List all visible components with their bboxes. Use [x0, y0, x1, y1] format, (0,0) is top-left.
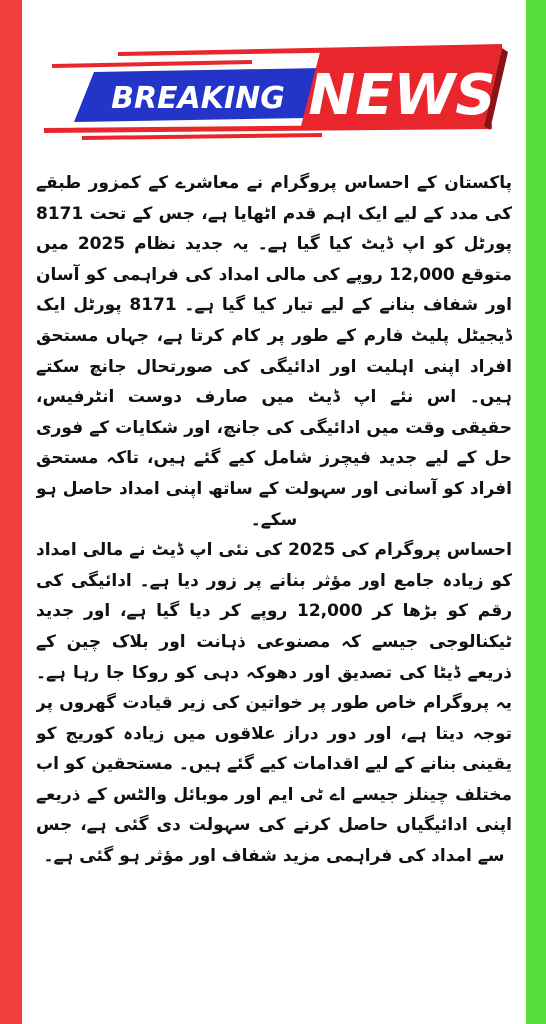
article-card [22, 0, 526, 1024]
breaking-text: BREAKING [111, 81, 285, 116]
left-accent-bar [0, 0, 22, 1024]
news-text: NEWS [308, 63, 496, 128]
right-accent-bar [526, 0, 546, 1024]
speed-line-top-left [52, 60, 252, 68]
speed-line-bottom-2 [82, 133, 322, 140]
breaking-news-banner [22, 0, 526, 150]
article-body [36, 168, 512, 1018]
article-paragraph-1: پاکستان کے احساس پروگرام نے معاشرے کے کمزور طبقے کی مدد کے لیے ایک اہم قدم اٹھایا ہے، جس کے تحت 8171 پورٹل کو اپ ڈیٹ کیا گیا ہے۔ یہ جدید نظام 2025 میں متوقع 12,000 روپے کی مالی امداد کی فراہمی کو آسان اور شفاف بنانے کے لیے تیار کیا گیا ہے۔ 8171 پورٹل ایک ڈیجیٹل پلیٹ فارم کے طور پر کام کرتا ہے، جہاں مستحق افراد اپنی اہلیت اور ادائیگی کی صورتحال جانچ سکتے ہیں۔ اس نئے اپ ڈیٹ میں صارف دوست انٹرفیس، حقیقی وقت میں ادائیگی کی جانچ، اور شکایات کے فوری حل کے لیے جدید فیچرز شامل کیے گئے ہیں، تاکہ مستحق افراد کو آسانی اور سہولت کے ساتھ اپنی امداد حاصل ہو سکے۔ [36, 173, 512, 530]
article-paragraph-2: احساس پروگرام کی 2025 کی نئی اپ ڈیٹ نے مالی امداد کو زیادہ جامع اور مؤثر بنانے پر زور دیا ہے۔ ادائیگی کی رقم کو بڑھا کر 12,000 روپے کر دیا گیا ہے، اور جدید ٹیکنالوجی جیسے کہ مصنوعی ذہانت اور بلاک چین کے ذریعے ڈیٹا کی تصدیق اور دھوکہ دہی کو روکا جا رہا ہے۔ یہ پروگرام خاص طور پر خواتین کی زیر قیادت گھروں پر توجہ دیتا ہے، اور دور دراز علاقوں میں زیادہ کوریج کو یقینی بنانے کے لیے اقدامات کیے گئے ہیں۔ مستحقین کو اب مختلف چینلز جیسے اے ٹی ایم اور موبائل والٹس کے ذریعے اپنی ادائیگیاں حاصل کرنے کی سہولت دی گئی ہے، جس سے امداد کی فراہمی مزید شفاف اور مؤثر ہو گئی ہے۔ [36, 540, 512, 867]
